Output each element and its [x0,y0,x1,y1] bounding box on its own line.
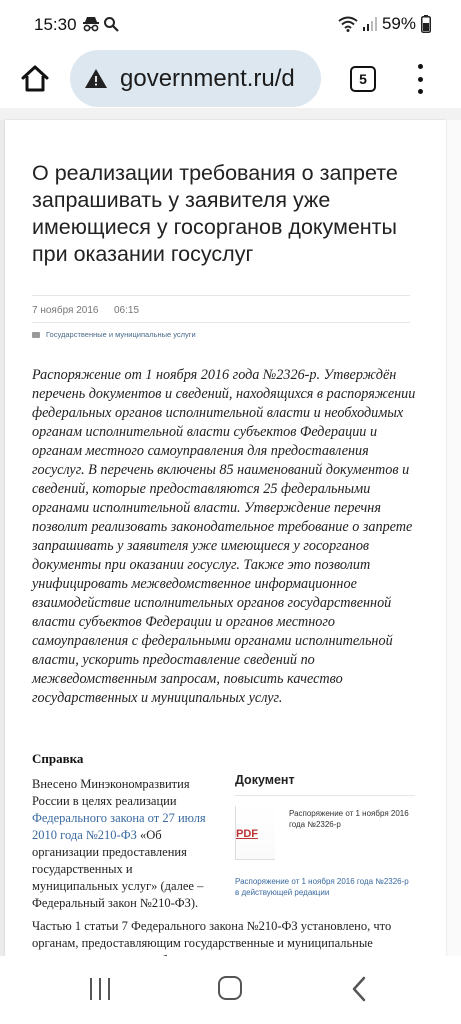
recent-apps-icon[interactable] [90,978,110,1000]
article-time: 06:15 [114,305,140,316]
article-title: О реализации требования о запрете запрашивать у заявителя уже имеющиеся у госорганов документы при оказании госуслуг [32,161,398,266]
page-right-edge [446,120,461,1020]
article-meta [32,295,410,323]
browser-toolbar [0,50,461,108]
document-name[interactable]: Распоряжение от 1 ноября 2016 года №2326-р [289,809,409,829]
status-bar [0,0,461,50]
url-bar[interactable] [70,50,321,107]
signal-icon [363,16,377,32]
article-paragraph-2: Частью 1 статьи 7 Федерального закона №210-ФЗ установлено, что органам, предоставляющим государственные и муниципальные [32,919,392,950]
reference-heading: Справка [32,751,84,766]
reference-text [32,776,212,912]
page-top-strip [0,108,461,120]
status-time: 15:30 [34,15,77,34]
battery-percent: 59% [381,14,416,33]
document-box [235,773,415,897]
pdf-label[interactable]: PDF [236,828,258,840]
more-vert-icon[interactable] [410,64,430,94]
incognito-icon [82,16,100,32]
home-nav-icon[interactable] [218,976,242,1000]
search-icon [103,16,119,32]
folder-icon [32,332,40,338]
reference-text-part-1: Внесено Минэкономразвития России в целях реализации [32,777,190,808]
pdf-file-icon[interactable] [235,806,275,860]
category-label[interactable]: Государственные и муниципальные услуги [46,330,196,339]
tabs-button[interactable]: 5 [350,66,376,92]
document-current-edition-link[interactable]: Распоряжение от 1 ноября 2016 года №2326-р в действующей редакции [235,877,409,897]
url-text[interactable]: government.ru/d [120,64,295,92]
warning-icon[interactable] [84,67,108,91]
document-heading: Документ [235,773,415,796]
reference-text-part-2: «Об организации предоставления государственных и муниципальных услуг» (далее – Федеральный закон №210-ФЗ). [32,828,204,910]
article-date: 7 ноября 2016 [32,305,99,316]
back-icon[interactable] [350,976,370,1002]
battery-icon [421,15,431,33]
article-lead: Распоряжение от 1 ноября 2016 года №2326-р. Утверждён перечень документов и сведений, находящихся в распоряжении федеральных органов исполнительной власти и необходимых органам исполнительной власти субъектов Федерации и органам местного самоуправления для предоставления госуслуг. В перечень включены 85 наименований документов и сведений, которые предоставляются 25 федеральными органами исполнительной власти. Утверждение перечня позволит реализовать законодательное требование о запрете запрашивать у заявителя уже имеющиеся у госорганов документы при оказании госуслуг. Также это позволит унифицировать межведомственное информационное взаимодействие исполнительных органов государственной власти субъектов Федерации и органов местного самоуправления с федеральными органами исполнительной власти, ускорить предоставление сведений по межведомственным запросам, повысить качество государственных и муниципальных услуг. [32,367,416,706]
wifi-icon [338,16,358,32]
category-tag[interactable] [32,330,196,339]
article [5,120,446,1020]
home-button[interactable] [14,58,56,100]
status-left-icons [82,16,119,32]
home-icon [20,64,50,94]
system-nav-bar [0,956,461,1024]
status-right [338,14,431,34]
document-item[interactable] [235,796,415,897]
web-page [0,108,461,956]
federal-law-link[interactable]: Федерального закона от 27 июля 2010 года №210-ФЗ [32,811,206,842]
